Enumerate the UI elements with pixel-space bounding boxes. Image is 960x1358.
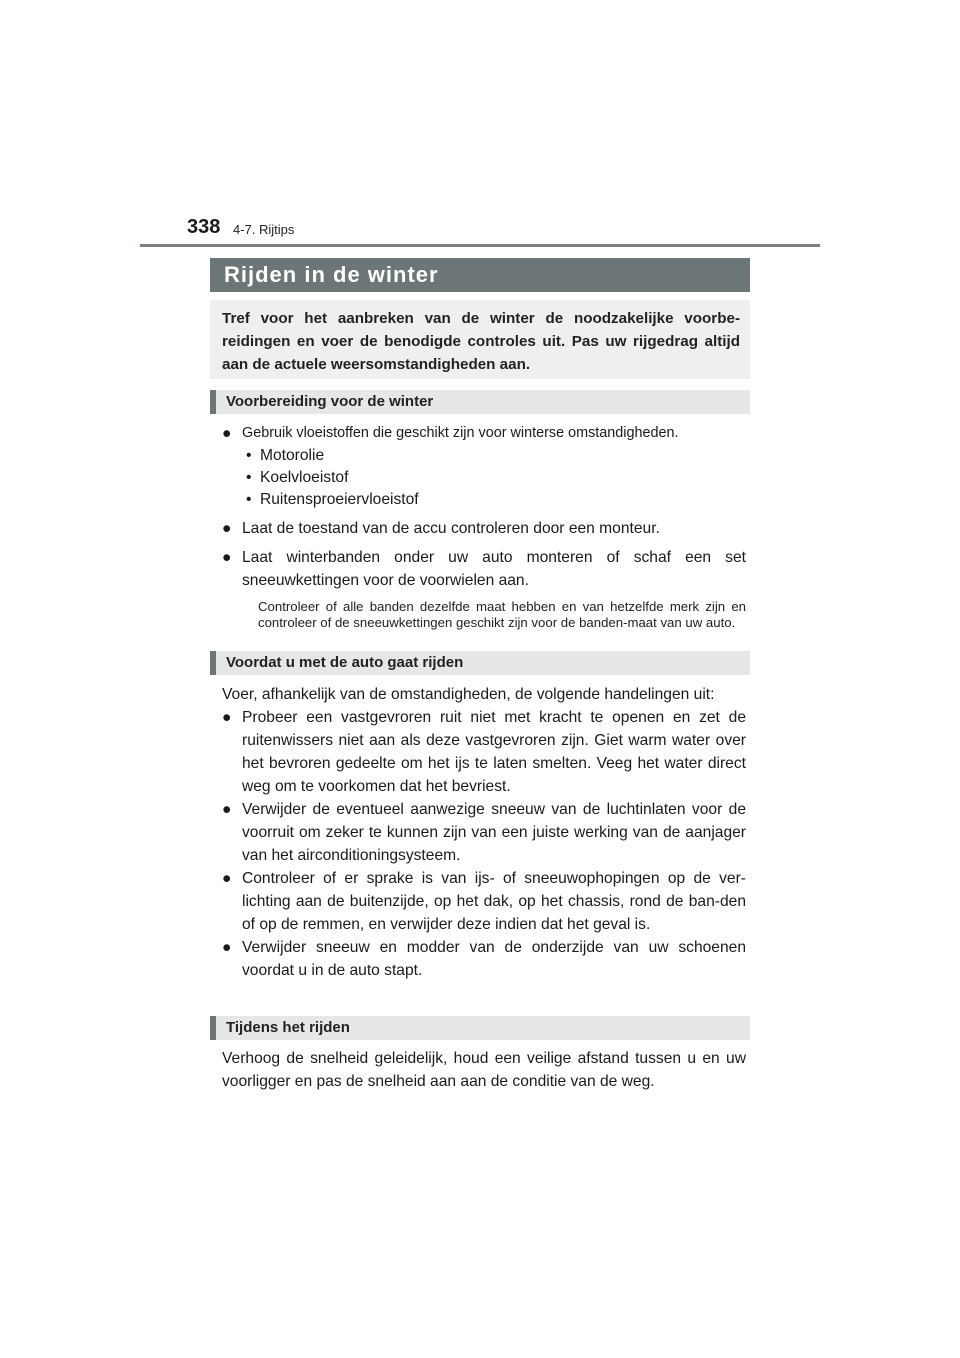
- section-text: Verhoog de snelheid geleidelijk, houd een veilige afstand tussen u en uw voorligger en pas de snelheid aan aan de conditie van de weg.: [222, 1050, 746, 1090]
- before-driving-block: [222, 683, 746, 982]
- list-item: ● Verwijder sneeuw en modder van de onderzijde van uw schoenen voordat u in de auto stapt.: [222, 936, 746, 982]
- sub-bullet-icon: •: [246, 491, 252, 508]
- list-item: ● Verwijder de eventueel aanwezige sneeuw van de luchtinlaten voor de voorruit om zeker te kunnen zijn van een juiste werking van de aanjager van het airconditioningsysteem.: [222, 798, 746, 867]
- bullet-icon: ●: [222, 801, 232, 818]
- list-item: • Motorolie: [222, 445, 746, 467]
- header-rule: [140, 244, 820, 247]
- bullet-icon: ●: [222, 709, 232, 726]
- section-heading-preparation: [210, 390, 750, 414]
- bullet-icon: ●: [222, 939, 232, 956]
- note-text: Controleer of alle banden dezelfde maat hebben en van hetzelfde merk zijn en controleer of de sneeuwkettingen geschikt zijn voor de banden-maat van uw auto.: [258, 599, 746, 630]
- list-item: ● Gebruik vloeistoffen die geschikt zijn voor winterse omstandigheden.: [222, 422, 746, 445]
- list-item: ● Controleer of er sprake is van ijs- of sneeuwophopingen op de ver-lichting aan de buitenzijde, op het dak, op het chassis, rond de ban-den of op de remmen, en verwijder deze indien dat het geval is.: [222, 867, 746, 936]
- section-heading-text: Voorbereiding voor de winter: [226, 393, 434, 410]
- preparation-block: [222, 422, 746, 631]
- list-item: ● Laat de toestand van de accu controleren door een monteur.: [222, 517, 746, 540]
- page-number: 338: [187, 216, 221, 238]
- section-heading-before-driving: [210, 651, 750, 675]
- while-driving-block: [222, 1047, 746, 1093]
- list-item: ● Laat winterbanden onder uw auto monteren of schaf een set sneeuwkettingen voor de voorwielen aan.: [222, 546, 746, 592]
- section-heading-text: Voordat u met de auto gaat rijden: [226, 654, 464, 671]
- section-intro: Voer, afhankelijk van de omstandigheden, de volgende handelingen uit:: [222, 686, 715, 703]
- section-reference: 4-7. Rijtips: [233, 222, 295, 237]
- bullet-icon: ●: [222, 870, 232, 887]
- sub-bullet-icon: •: [246, 469, 252, 486]
- list-item: ● Probeer een vastgevroren ruit niet met kracht te openen en zet de ruitenwissers niet aan als deze vastgevroren zijn. Giet warm water over het bevroren gedeelte om het ijs te laten smelten. Veeg het water direct weg om te voorkomen dat het bevriest.: [222, 706, 746, 798]
- title-bar: [210, 258, 750, 292]
- list-item: • Koelvloeistof: [222, 467, 746, 489]
- intro-box: [210, 300, 750, 379]
- section-heading-text: Tijdens het rijden: [226, 1019, 350, 1036]
- bullet-icon: ●: [222, 520, 232, 537]
- bullet-icon: ●: [222, 549, 232, 566]
- bullet-icon: ●: [222, 425, 232, 442]
- intro-text: Tref voor het aanbreken van de winter de noodzakelijke voorbe-reidingen en voer de benodigde controles uit. Pas uw rijgedrag altijd aan de actuele weersomstandigheden aan.: [222, 310, 740, 373]
- section-heading-while-driving: [210, 1016, 750, 1040]
- list-item: • Ruitensproeiervloeistof: [222, 489, 746, 511]
- sub-bullet-icon: •: [246, 447, 252, 464]
- page-title: Rijden in de winter: [224, 262, 439, 287]
